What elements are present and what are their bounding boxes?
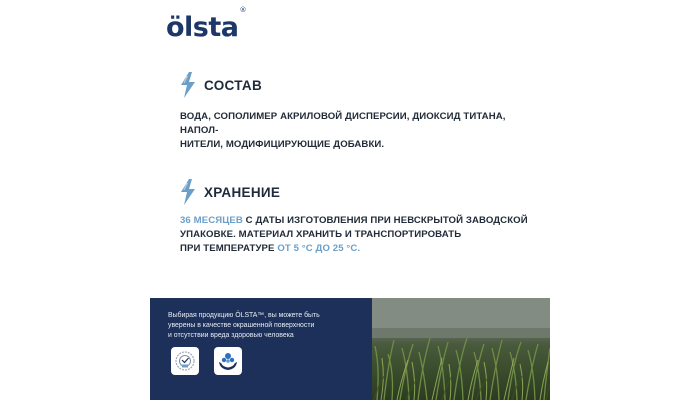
storage-header [180,179,540,205]
composition-line-1: ВОДА, СОПОЛИМЕР АКРИЛОВОЙ ДИСПЕРСИИ, ДИОКСИД ТИТАНА, НАПОЛ- [180,111,506,136]
storage-line-1-rest: С ДАТЫ ИЗГОТОВЛЕНИЯ ПРИ НЕВСКРЫТОЙ ЗАВОДСКОЙ [242,215,528,226]
composition-header [180,72,540,98]
composition-text [180,110,540,152]
composition-line-2: НИТЕЛИ, МОДИФИЦИРУЮЩИЕ ДОБАВКИ. [180,139,385,150]
storage-title: ХРАНЕНИЕ [204,184,281,200]
storage-line-3-start: ПРИ ТЕМПЕРАТУРЕ [180,243,278,254]
trademark-mark: ® [239,6,247,14]
composition-title: СОСТАВ [204,77,263,93]
storage-line-3 [180,242,540,256]
hands-health-icon [216,349,240,373]
storage-line-1 [180,214,540,228]
composition-section [180,72,540,152]
lightning-bolt-icon [180,72,196,98]
lightning-bolt-icon [180,179,196,205]
bottom-banner [150,298,550,400]
banner-line-1: Выбирая продукцию ÖLSTA™, вы можете быть [168,312,320,319]
banner-line-3: и отсутствии вреда здоровью человека [168,332,294,339]
grass-photo [372,298,550,400]
storage-line-2: УПАКОВКЕ. МАТЕРИАЛ ХРАНИТЬ И ТРАНСПОРТИРОВАТЬ [180,229,462,240]
eco-certificate-badge [171,347,199,375]
brand-logo: ölsta® [166,6,247,43]
storage-period-highlight: 36 МЕСЯЦЕВ [180,215,243,226]
grass-illustration [372,298,550,400]
health-safety-badge [214,347,242,375]
banner-line-2: уверены в качестве окрашенной поверхности [168,322,315,329]
banner-text [168,311,368,341]
banner-panel [150,298,372,400]
storage-text [180,214,540,256]
eco-certificate-icon [173,349,197,373]
storage-section [180,179,540,256]
storage-temp-highlight: ОТ 5 °С ДО 25 °С. [277,243,361,254]
